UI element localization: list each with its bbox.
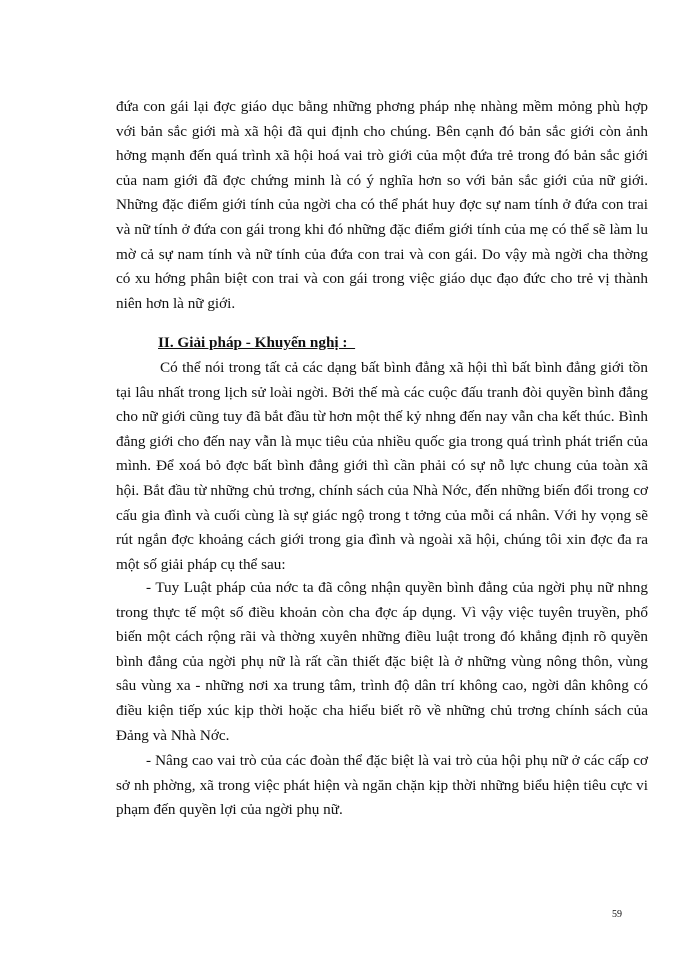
paragraph-gender-identity: đứa con gái lại đợc giáo dục bằng những phơng pháp nhẹ nhàng mềm mỏng phù hợp với bản sắc giới mà xã hội đã qui định cho chúng. Bên cạnh đó bản sắc giới còn ảnh hởng mạnh đến quá trình xã hội hoá vai trò giới của một đứa trẻ trong đó bản sắc giới của nam giới đã đợc chứng minh là có ý nghĩa hơn so với bản sắc giới của nữ giới. Những đặc điểm giới tính của ngời cha có thể phát huy đợc sự nam tính ở đứa con trai và nữ tính ở đứa con gái trong khi đó những đặc điểm giới tính của mẹ có thể sẽ làm lu mờ cả sự nam tính và nữ tính của đứa con trai và con gái. Do vậy mà ngời cha thờng có xu hớng phân biệt con trai và con gái trong việc giáo dục đạo đức cho trẻ vị thành niên hơn là nữ giới. bbox=[116, 98, 648, 312]
section-heading-solutions: II. Giải pháp - Khuyến nghị : bbox=[158, 334, 356, 351]
paragraph-solutions-intro: Có thể nói trong tất cả các dạng bất bình đẳng xã hội thì bất bình đẳng giới tồn tại lâu nhất trong lịch sử loài ngời. Bởi thế mà các cuộc đấu tranh đòi quyền bình đẳng cho nữ giới cũng tuy đã bắt đầu từ hơn một thế kỷ nhng đến nay vẫn cha kết thúc. Bình đẳng giới cho đến nay vẫn là mục tiêu của nhiều quốc gia trong quá trình phát triển của mình. Để xoá bỏ đợc bất bình đẳng giới thì cần phải có sự nỗ lực chung của toàn xã hội. Bắt đầu từ những chủ trơng, chính sách của Nhà Nớc, đến những biến đổi trong cơ cấu gia đình và cuối cùng là sự giác ngộ trong t tởng của mỗi cá nhân. Với hy vọng sẽ rút ngắn đợc khoảng cách giới trong gia đình và ngoài xã hội, chúng tôi xin đợc đa ra một số giải pháp cụ thể sau: bbox=[116, 359, 648, 573]
page-number: 59 bbox=[612, 909, 622, 920]
bullet-legal-propaganda: - Tuy Luật pháp của nớc ta đã công nhận quyền bình đẳng của ngời phụ nữ nhng trong thực tế một số điều khoản còn cha đợc áp dụng. Vì vậy việc tuyên truyền, phổ biến một cách rộng rãi và thờng xuyên những điều luật trong đó khẳng định rõ quyền bình đẳng của ngời phụ nữ là rất cần thiết đặc biệt là ở những vùng nông thôn, vùng sâu vùng xa - những nơi xa trung tâm, trình độ dân trí không cao, ngời dân không có điều kiện tiếp xúc kịp thời hoặc cha hiểu biết rõ về những chủ trơng chính sách của Đảng và Nhà Nớc. bbox=[116, 579, 648, 744]
bullet-womens-union-role: - Nâng cao vai trò của các đoàn thể đặc biệt là vai trò của hội phụ nữ ở các cấp cơ sở nh phờng, xã trong việc phát hiện và ngăn chặn kịp thời những biểu hiện tiêu cực vi phạm đến quyền lợi của ngời phụ nữ. bbox=[116, 752, 648, 819]
